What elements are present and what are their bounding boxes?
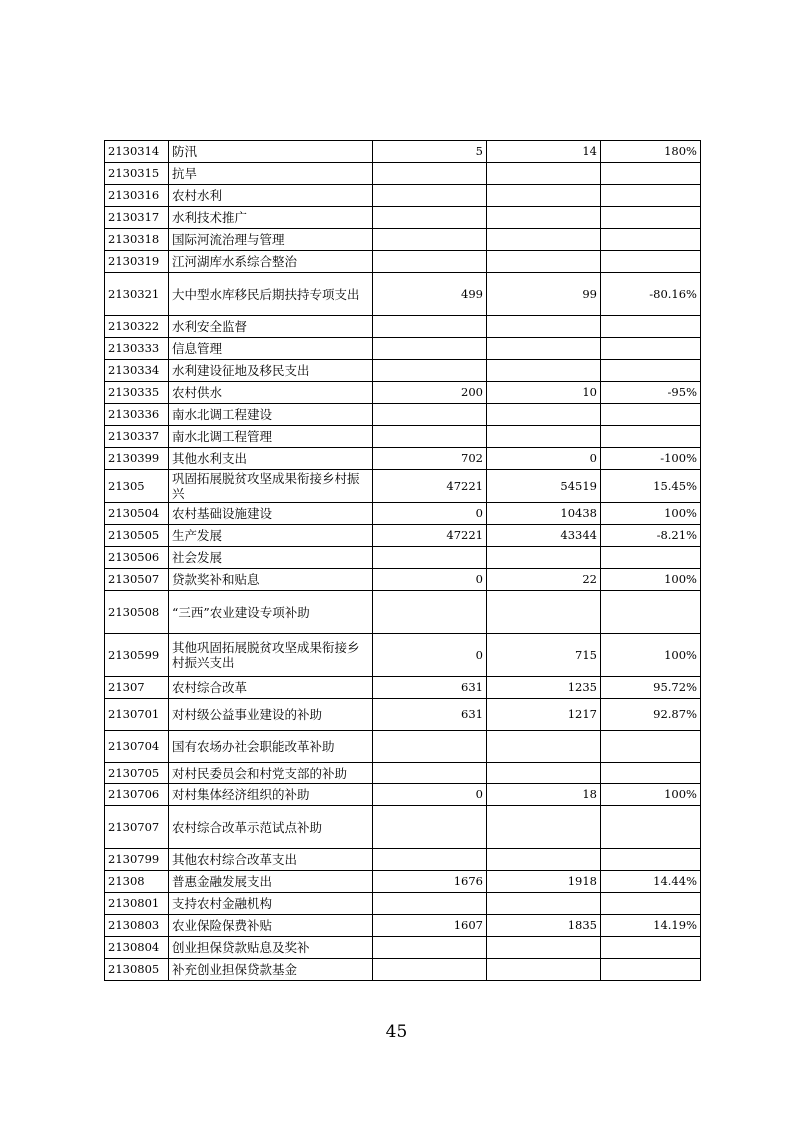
value-cell-1: 499 bbox=[373, 273, 487, 316]
value-cell-1 bbox=[373, 731, 487, 763]
change-pct-cell: -95% bbox=[601, 382, 701, 404]
name-cell: 对村集体经济组织的补助 bbox=[169, 784, 373, 806]
name-cell: 其他水利支出 bbox=[169, 448, 373, 470]
value-cell-1 bbox=[373, 185, 487, 207]
name-cell: 创业担保贷款贴息及奖补 bbox=[169, 937, 373, 959]
value-cell-2 bbox=[487, 806, 601, 849]
change-pct-cell: 100% bbox=[601, 634, 701, 677]
name-cell: 南水北调工程建设 bbox=[169, 404, 373, 426]
value-cell-2 bbox=[487, 763, 601, 784]
name-cell: “三西”农业建设专项补助 bbox=[169, 591, 373, 634]
change-pct-cell bbox=[601, 893, 701, 915]
name-cell: 补充创业担保贷款基金 bbox=[169, 959, 373, 981]
code-cell: 2130804 bbox=[105, 937, 169, 959]
change-pct-cell bbox=[601, 404, 701, 426]
value-cell-1 bbox=[373, 229, 487, 251]
value-cell-1 bbox=[373, 251, 487, 273]
table-body bbox=[105, 141, 701, 981]
value-cell-2: 54519 bbox=[487, 470, 601, 503]
code-cell: 2130803 bbox=[105, 915, 169, 937]
table-row bbox=[105, 185, 701, 207]
table-row bbox=[105, 141, 701, 163]
code-cell: 2130704 bbox=[105, 731, 169, 763]
change-pct-cell bbox=[601, 937, 701, 959]
code-cell: 2130707 bbox=[105, 806, 169, 849]
name-cell: 巩固拓展脱贫攻坚成果衔接乡村振兴 bbox=[169, 470, 373, 503]
value-cell-2 bbox=[487, 959, 601, 981]
value-cell-1 bbox=[373, 806, 487, 849]
value-cell-1 bbox=[373, 207, 487, 229]
table-row bbox=[105, 229, 701, 251]
value-cell-2: 10 bbox=[487, 382, 601, 404]
change-pct-cell: 14.44% bbox=[601, 871, 701, 893]
change-pct-cell: -8.21% bbox=[601, 525, 701, 547]
value-cell-2: 43344 bbox=[487, 525, 601, 547]
change-pct-cell bbox=[601, 591, 701, 634]
name-cell: 农村供水 bbox=[169, 382, 373, 404]
value-cell-1 bbox=[373, 404, 487, 426]
code-cell: 2130334 bbox=[105, 360, 169, 382]
name-cell: 国有农场办社会职能改革补助 bbox=[169, 731, 373, 763]
code-cell: 2130333 bbox=[105, 338, 169, 360]
name-cell: 南水北调工程管理 bbox=[169, 426, 373, 448]
value-cell-2 bbox=[487, 163, 601, 185]
code-cell: 2130599 bbox=[105, 634, 169, 677]
table-row bbox=[105, 569, 701, 591]
change-pct-cell bbox=[601, 229, 701, 251]
value-cell-1 bbox=[373, 893, 487, 915]
change-pct-cell bbox=[601, 207, 701, 229]
change-pct-cell bbox=[601, 547, 701, 569]
name-cell: 其他巩固拓展脱贫攻坚成果衔接乡村振兴支出 bbox=[169, 634, 373, 677]
code-cell: 2130335 bbox=[105, 382, 169, 404]
name-cell: 社会发展 bbox=[169, 547, 373, 569]
change-pct-cell bbox=[601, 251, 701, 273]
code-cell: 21308 bbox=[105, 871, 169, 893]
value-cell-1: 0 bbox=[373, 569, 487, 591]
code-cell: 2130701 bbox=[105, 699, 169, 731]
table-row bbox=[105, 163, 701, 185]
name-cell: 农村水利 bbox=[169, 185, 373, 207]
change-pct-cell bbox=[601, 338, 701, 360]
value-cell-1 bbox=[373, 937, 487, 959]
value-cell-2: 99 bbox=[487, 273, 601, 316]
table-row bbox=[105, 547, 701, 569]
table-row bbox=[105, 525, 701, 547]
name-cell: 农业保险保费补贴 bbox=[169, 915, 373, 937]
table-row bbox=[105, 806, 701, 849]
value-cell-2 bbox=[487, 591, 601, 634]
value-cell-2 bbox=[487, 185, 601, 207]
name-cell: 水利技术推广 bbox=[169, 207, 373, 229]
value-cell-1: 702 bbox=[373, 448, 487, 470]
budget-table bbox=[104, 140, 701, 981]
name-cell: 防汛 bbox=[169, 141, 373, 163]
value-cell-1 bbox=[373, 426, 487, 448]
table-row bbox=[105, 915, 701, 937]
table-row bbox=[105, 677, 701, 699]
code-cell: 2130399 bbox=[105, 448, 169, 470]
value-cell-1: 5 bbox=[373, 141, 487, 163]
value-cell-2: 1235 bbox=[487, 677, 601, 699]
code-cell: 2130504 bbox=[105, 503, 169, 525]
change-pct-cell: 14.19% bbox=[601, 915, 701, 937]
code-cell: 2130705 bbox=[105, 763, 169, 784]
table-row bbox=[105, 404, 701, 426]
value-cell-1: 1676 bbox=[373, 871, 487, 893]
value-cell-2: 0 bbox=[487, 448, 601, 470]
table-row bbox=[105, 959, 701, 981]
value-cell-1 bbox=[373, 547, 487, 569]
value-cell-1: 1607 bbox=[373, 915, 487, 937]
name-cell: 大中型水库移民后期扶持专项支出 bbox=[169, 273, 373, 316]
table-row bbox=[105, 937, 701, 959]
value-cell-2 bbox=[487, 316, 601, 338]
change-pct-cell bbox=[601, 806, 701, 849]
value-cell-2 bbox=[487, 404, 601, 426]
value-cell-2: 14 bbox=[487, 141, 601, 163]
value-cell-2: 1918 bbox=[487, 871, 601, 893]
code-cell: 2130706 bbox=[105, 784, 169, 806]
table-row bbox=[105, 731, 701, 763]
table-row bbox=[105, 338, 701, 360]
value-cell-1 bbox=[373, 338, 487, 360]
table-row bbox=[105, 699, 701, 731]
table-row bbox=[105, 763, 701, 784]
value-cell-1 bbox=[373, 849, 487, 871]
code-cell: 2130317 bbox=[105, 207, 169, 229]
code-cell: 2130314 bbox=[105, 141, 169, 163]
value-cell-2: 715 bbox=[487, 634, 601, 677]
code-cell: 2130801 bbox=[105, 893, 169, 915]
value-cell-1: 631 bbox=[373, 677, 487, 699]
name-cell: 支持农村金融机构 bbox=[169, 893, 373, 915]
change-pct-cell bbox=[601, 849, 701, 871]
code-cell: 2130506 bbox=[105, 547, 169, 569]
value-cell-2 bbox=[487, 547, 601, 569]
value-cell-2: 22 bbox=[487, 569, 601, 591]
table-row bbox=[105, 207, 701, 229]
name-cell: 江河湖库水系综合整治 bbox=[169, 251, 373, 273]
value-cell-1: 0 bbox=[373, 634, 487, 677]
table-row bbox=[105, 849, 701, 871]
table-row bbox=[105, 273, 701, 316]
change-pct-cell: 15.45% bbox=[601, 470, 701, 503]
value-cell-1 bbox=[373, 316, 487, 338]
change-pct-cell bbox=[601, 763, 701, 784]
change-pct-cell bbox=[601, 185, 701, 207]
change-pct-cell: 180% bbox=[601, 141, 701, 163]
value-cell-1: 47221 bbox=[373, 470, 487, 503]
value-cell-2: 10438 bbox=[487, 503, 601, 525]
name-cell: 水利安全监督 bbox=[169, 316, 373, 338]
value-cell-1: 0 bbox=[373, 784, 487, 806]
value-cell-2 bbox=[487, 893, 601, 915]
value-cell-1 bbox=[373, 763, 487, 784]
value-cell-1: 631 bbox=[373, 699, 487, 731]
code-cell: 21305 bbox=[105, 470, 169, 503]
code-cell: 2130507 bbox=[105, 569, 169, 591]
table-row bbox=[105, 503, 701, 525]
change-pct-cell bbox=[601, 360, 701, 382]
value-cell-2 bbox=[487, 937, 601, 959]
table-row bbox=[105, 784, 701, 806]
value-cell-2: 18 bbox=[487, 784, 601, 806]
name-cell: 其他农村综合改革支出 bbox=[169, 849, 373, 871]
code-cell: 2130336 bbox=[105, 404, 169, 426]
value-cell-2: 1217 bbox=[487, 699, 601, 731]
name-cell: 农村基础设施建设 bbox=[169, 503, 373, 525]
code-cell: 2130505 bbox=[105, 525, 169, 547]
value-cell-1 bbox=[373, 591, 487, 634]
change-pct-cell: 92.87% bbox=[601, 699, 701, 731]
value-cell-2 bbox=[487, 426, 601, 448]
value-cell-1: 200 bbox=[373, 382, 487, 404]
table-row bbox=[105, 426, 701, 448]
name-cell: 贷款奖补和贴息 bbox=[169, 569, 373, 591]
value-cell-2 bbox=[487, 731, 601, 763]
code-cell: 2130799 bbox=[105, 849, 169, 871]
code-cell: 2130805 bbox=[105, 959, 169, 981]
table-row bbox=[105, 470, 701, 503]
change-pct-cell bbox=[601, 316, 701, 338]
name-cell: 对村级公益事业建设的补助 bbox=[169, 699, 373, 731]
table-row bbox=[105, 893, 701, 915]
table-row bbox=[105, 251, 701, 273]
table-row bbox=[105, 316, 701, 338]
code-cell: 2130318 bbox=[105, 229, 169, 251]
table-row bbox=[105, 871, 701, 893]
code-cell: 2130316 bbox=[105, 185, 169, 207]
table-row bbox=[105, 591, 701, 634]
change-pct-cell: -100% bbox=[601, 448, 701, 470]
value-cell-2 bbox=[487, 360, 601, 382]
value-cell-1 bbox=[373, 959, 487, 981]
code-cell: 2130319 bbox=[105, 251, 169, 273]
name-cell: 水利建设征地及移民支出 bbox=[169, 360, 373, 382]
name-cell: 信息管理 bbox=[169, 338, 373, 360]
change-pct-cell: 100% bbox=[601, 569, 701, 591]
change-pct-cell: -80.16% bbox=[601, 273, 701, 316]
code-cell: 2130322 bbox=[105, 316, 169, 338]
value-cell-1 bbox=[373, 360, 487, 382]
change-pct-cell bbox=[601, 426, 701, 448]
change-pct-cell bbox=[601, 731, 701, 763]
code-cell: 2130508 bbox=[105, 591, 169, 634]
table-row bbox=[105, 448, 701, 470]
value-cell-2: 1835 bbox=[487, 915, 601, 937]
name-cell: 抗旱 bbox=[169, 163, 373, 185]
name-cell: 国际河流治理与管理 bbox=[169, 229, 373, 251]
page-number: 45 bbox=[385, 1022, 408, 1042]
code-cell: 2130315 bbox=[105, 163, 169, 185]
value-cell-2 bbox=[487, 849, 601, 871]
value-cell-2 bbox=[487, 207, 601, 229]
name-cell: 农村综合改革示范试点补助 bbox=[169, 806, 373, 849]
name-cell: 生产发展 bbox=[169, 525, 373, 547]
name-cell: 农村综合改革 bbox=[169, 677, 373, 699]
value-cell-1: 0 bbox=[373, 503, 487, 525]
change-pct-cell: 100% bbox=[601, 784, 701, 806]
change-pct-cell: 95.72% bbox=[601, 677, 701, 699]
name-cell: 普惠金融发展支出 bbox=[169, 871, 373, 893]
change-pct-cell bbox=[601, 959, 701, 981]
value-cell-1: 47221 bbox=[373, 525, 487, 547]
name-cell: 对村民委员会和村党支部的补助 bbox=[169, 763, 373, 784]
table-row bbox=[105, 382, 701, 404]
value-cell-1 bbox=[373, 163, 487, 185]
table-row bbox=[105, 634, 701, 677]
code-cell: 21307 bbox=[105, 677, 169, 699]
change-pct-cell bbox=[601, 163, 701, 185]
value-cell-2 bbox=[487, 229, 601, 251]
value-cell-2 bbox=[487, 251, 601, 273]
code-cell: 2130321 bbox=[105, 273, 169, 316]
value-cell-2 bbox=[487, 338, 601, 360]
change-pct-cell: 100% bbox=[601, 503, 701, 525]
table-row bbox=[105, 360, 701, 382]
code-cell: 2130337 bbox=[105, 426, 169, 448]
